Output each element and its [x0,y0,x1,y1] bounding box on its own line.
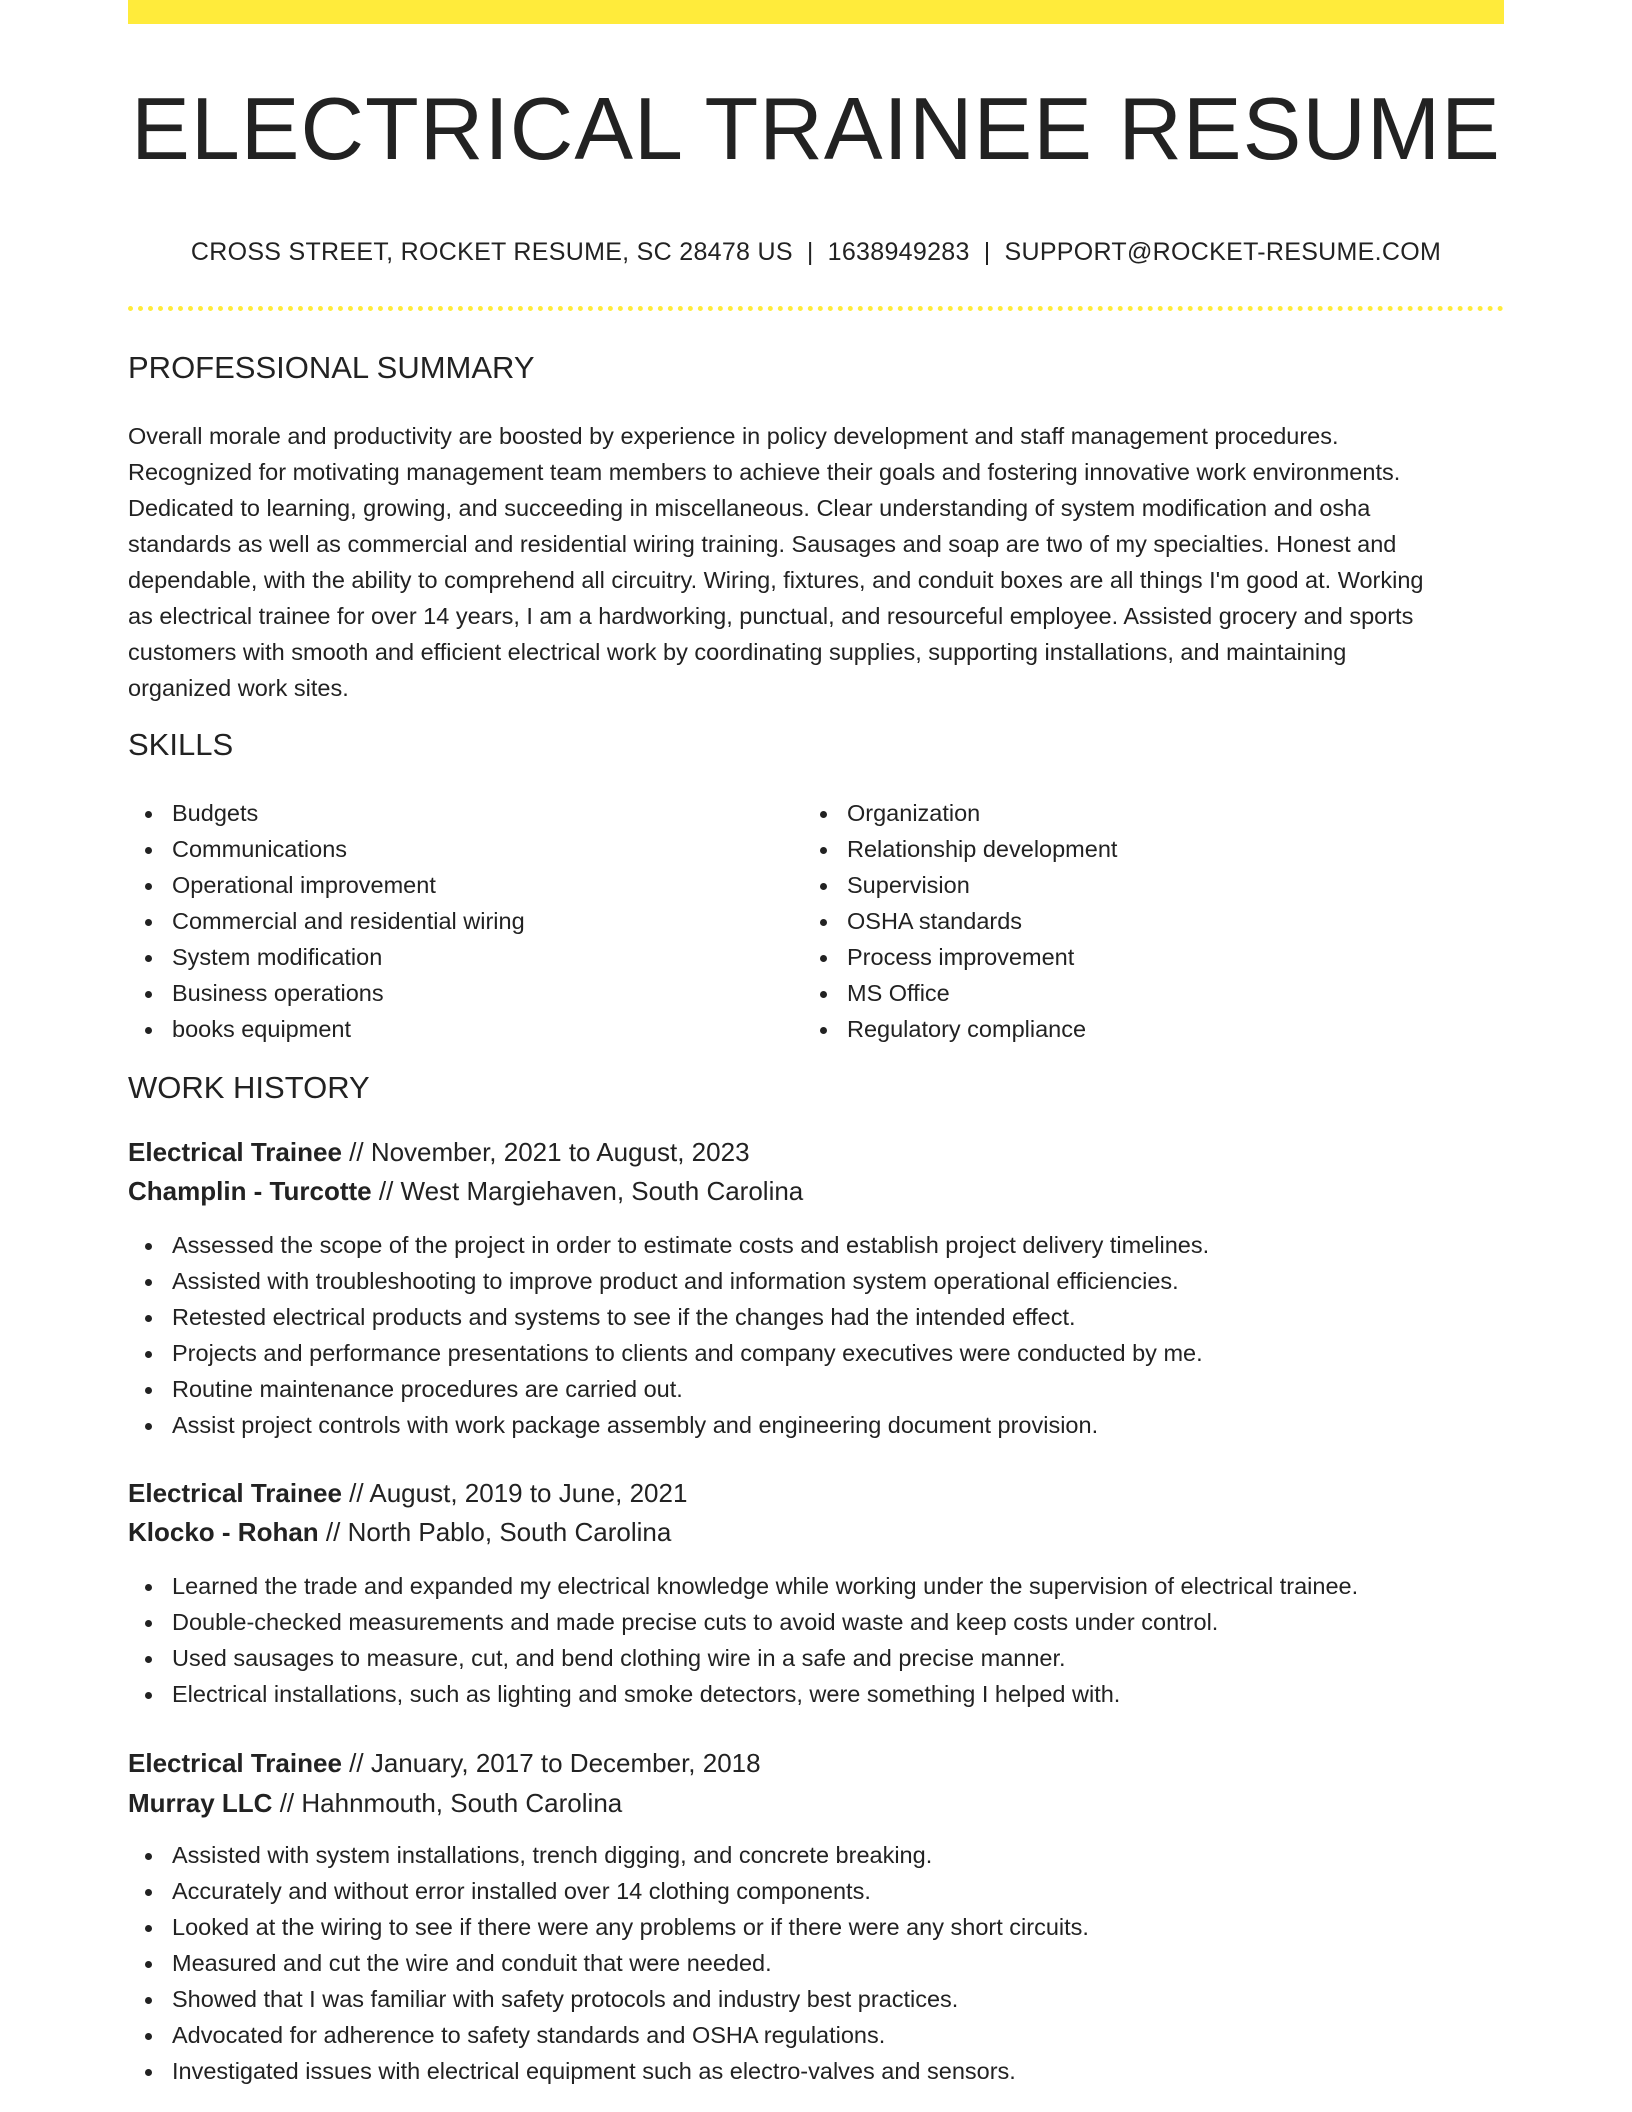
accent-top-bar [128,0,1504,24]
summary-line: Dedicated to learning, growing, and succeeding in miscellaneous. Clear understanding of system modification and osha [128,495,1371,521]
email: SUPPORT@ROCKET-RESUME.COM [1004,238,1442,266]
job-title-line [128,1745,761,1781]
skill-item: Relationship development [803,831,1117,867]
skills-list-left [128,795,525,1047]
job-company-line [128,1514,671,1550]
job-company: Champlin - Turcotte [128,1176,372,1206]
address: CROSS STREET, ROCKET RESUME, SC 28478 US [190,238,793,266]
job-bullet: Looked at the wiring to see if there were any problems or if there were any short circuits. [128,1909,1528,1945]
job-bullet: Projects and performance presentations to clients and company executives were conducted by me. [128,1335,1528,1371]
job-bullet: Used sausages to measure, cut, and bend clothing wire in a safe and precise manner. [128,1640,1528,1676]
job-bullet: Measured and cut the wire and conduit that were needed. [128,1945,1528,1981]
job-title-line [128,1134,750,1170]
job-separator: // [318,1517,348,1547]
job-bullets [128,1837,1528,2089]
skills-heading: SKILLS [128,727,234,762]
job-separator: // [341,1137,371,1167]
job-bullet: Assist project controls with work package assembly and engineering document provision. [128,1407,1528,1443]
job-bullet: Assisted with system installations, trench digging, and concrete breaking. [128,1837,1528,1873]
summary-line: standards as well as commercial and residential wiring training. Sausages and soap are two of my specialties. Honest and [128,531,1397,557]
job-separator: // [371,1176,401,1206]
contact-line [128,238,1504,267]
skill-item: Business operations [128,975,525,1011]
job-bullet: Retested electrical products and systems to see if the changes had the intended effect. [128,1299,1528,1335]
job-role: Electrical Trainee [128,1748,342,1778]
job-dates: November, 2021 to August, 2023 [370,1137,750,1167]
skill-item: Supervision [803,867,1117,903]
job-bullet: Assisted with troubleshooting to improve product and information system operational efficiencies. [128,1263,1528,1299]
job-bullet: Advocated for adherence to safety standards and OSHA regulations. [128,2017,1528,2053]
skill-item: books equipment [128,1011,525,1047]
resume-title: ELECTRICAL TRAINEE RESUME [131,79,1501,178]
job-bullets [128,1568,1528,1712]
job-role: Electrical Trainee [128,1137,342,1167]
summary-heading: PROFESSIONAL SUMMARY [128,350,535,385]
skill-item: Regulatory compliance [803,1011,1117,1047]
job-dates: January, 2017 to December, 2018 [370,1748,761,1778]
job-bullet: Routine maintenance procedures are carried out. [128,1371,1528,1407]
job-separator: // [341,1748,371,1778]
job-location: Hahnmouth, South Carolina [301,1788,623,1818]
job-bullet: Double-checked measurements and made precise cuts to avoid waste and keep costs under control. [128,1604,1528,1640]
summary-line: Overall morale and productivity are boosted by experience in policy development and staff management procedures. [128,423,1339,449]
skill-item: Communications [128,831,525,867]
job-separator: // [272,1788,302,1818]
summary-line: as electrical trainee for over 14 years, I am a hardworking, punctual, and resourceful employee. Assisted grocery and sports [128,603,1414,629]
skill-item: Organization [803,795,1117,831]
contact-separator: | [806,238,814,266]
skill-item: MS Office [803,975,1117,1011]
skill-item: Budgets [128,795,525,831]
job-bullet: Assessed the scope of the project in order to estimate costs and establish project delivery timelines. [128,1227,1528,1263]
job-role: Electrical Trainee [128,1478,342,1508]
skill-item: Process improvement [803,939,1117,975]
summary-line: Recognized for motivating management team members to achieve their goals and fostering innovative work environments. [128,459,1401,485]
job-location: North Pablo, South Carolina [347,1517,672,1547]
job-bullet: Electrical installations, such as lighting and smoke detectors, were something I helped with. [128,1676,1528,1712]
job-company-line [128,1785,622,1821]
skill-item: Commercial and residential wiring [128,903,525,939]
job-dates: August, 2019 to June, 2021 [369,1478,688,1508]
phone: 1638949283 [827,238,970,266]
job-company: Klocko - Rohan [128,1517,319,1547]
job-title-line [128,1475,687,1511]
job-bullet: Investigated issues with electrical equipment such as electro-valves and sensors. [128,2053,1528,2089]
job-bullet: Showed that I was familiar with safety protocols and industry best practices. [128,1981,1528,2017]
summary-line: customers with smooth and efficient electrical work by coordinating supplies, supporting installations, and maintaining [128,639,1347,665]
skills-list-right [803,795,1117,1047]
work-history-heading: WORK HISTORY [128,1070,370,1105]
summary-text [128,418,1508,706]
summary-line: dependable, with the ability to comprehend all circuitry. Wiring, fixtures, and conduit boxes are all things I'm good at. Working [128,567,1424,593]
job-location: West Margiehaven, South Carolina [400,1176,804,1206]
job-bullet: Learned the trade and expanded my electrical knowledge while working under the supervision of electrical trainee. [128,1568,1528,1604]
skill-item: OSHA standards [803,903,1117,939]
skill-item: System modification [128,939,525,975]
job-company: Murray LLC [128,1788,273,1818]
job-separator: // [341,1478,370,1508]
contact-separator: | [983,238,991,266]
job-company-line [128,1173,803,1209]
skill-item: Operational improvement [128,867,525,903]
dotted-divider [128,306,1504,311]
job-bullet: Accurately and without error installed over 14 clothing components. [128,1873,1528,1909]
summary-line: organized work sites. [128,675,349,701]
job-bullets [128,1227,1528,1443]
